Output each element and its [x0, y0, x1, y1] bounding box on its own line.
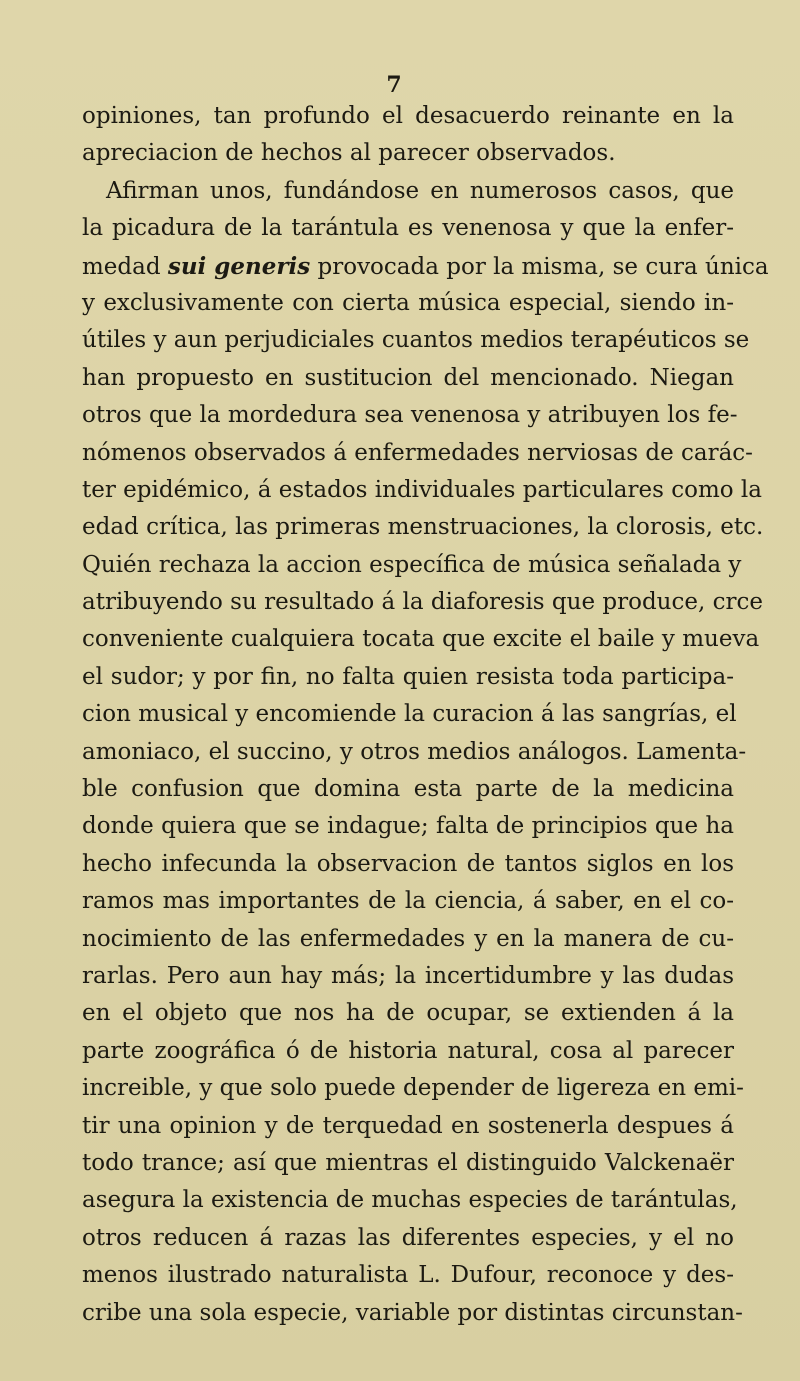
text-line: todo trance; así que mientras el distinguido Valckenaër [82, 1149, 734, 1176]
text-line: el sudor; y por fin, no falta quien resista toda participa- [82, 663, 734, 690]
text-line: edad crítica, las primeras menstruaciones, la clorosis, etc. [82, 514, 764, 541]
text-line: tir una opinion y de terquedad en sostenerla despues á [82, 1112, 734, 1139]
text-segment: medad [82, 253, 168, 280]
text-line: amoniaco, el succino, y otros medios análogos. Lamenta- [82, 738, 747, 765]
text-line: y exclusivamente con cierta música especial, siendo in- [82, 289, 734, 316]
text-line: útiles y aun perjudiciales cuantos medios terapéuticos se [82, 327, 750, 354]
text-line: hecho infecunda la observacion de tantos siglos en los [82, 850, 734, 877]
text-line: ter epidémico, á estados individuales particulares como la [82, 476, 762, 503]
text-line: atribuyendo su resultado á la diaforesis que produce, crce [82, 589, 763, 616]
text-segment: provocada por la misma, se cura única [310, 253, 769, 280]
page-number: 7 [386, 72, 402, 98]
text-line: Quién rechaza la accion específica de música señalada y [82, 551, 742, 578]
text-line: cion musical y encomiende la curacion á las sangrías, el [82, 701, 737, 728]
text-line: menos ilustrado naturalista L. Dufour, reconoce y des- [82, 1262, 734, 1289]
text-line: rarlas. Pero aun hay más; la incertidumbre y las dudas [82, 962, 734, 989]
text-line: otros reducen á razas las diferentes especies, y el no [82, 1224, 734, 1251]
text-line: parte zoográfica ó de historia natural, cosa al parecer [82, 1037, 734, 1064]
text-line: en el objeto que nos ha de ocupar, se extienden á la [82, 1000, 734, 1027]
body-text [82, 98, 769, 1332]
italic-phrase: sui generis [167, 252, 311, 280]
text-line: opiniones, tan profundo el desacuerdo reinante en la [82, 103, 734, 129]
text-line: han propuesto en sustitucion del mencionado. Niegan [82, 364, 734, 391]
text-line: increible, y que solo puede depender de ligereza en emi- [82, 1075, 744, 1102]
text-line: otros que la mordedura sea venenosa y atribuyen los fe- [82, 402, 738, 429]
text-line: apreciacion de hechos al parecer observados. [82, 140, 616, 167]
text-line: ble confusion que domina esta parte de la medicina [82, 776, 734, 803]
text-line: donde quiera que se indague; falta de principios que ha [82, 813, 734, 840]
text-line: nocimiento de las enfermedades y en la manera de cu- [82, 925, 734, 952]
text-line: la picadura de la tarántula es venenosa y que la enfer- [82, 215, 734, 242]
text-line: asegura la existencia de muchas especies de tarántulas, [82, 1187, 738, 1214]
text-line: ramos mas importantes de la ciencia, á saber, en el co- [82, 888, 734, 915]
text-line: nómenos observados á enfermedades nerviosas de carác- [82, 439, 753, 466]
text-line-with-italic [82, 248, 769, 285]
text-line: conveniente cualquiera tocata que excite el baile y mueva [82, 626, 760, 653]
text-line: Afirman unos, fundándose en numerosos casos, que [106, 177, 734, 204]
text-line: cribe una sola especie, variable por distintas circunstan- [82, 1299, 743, 1326]
